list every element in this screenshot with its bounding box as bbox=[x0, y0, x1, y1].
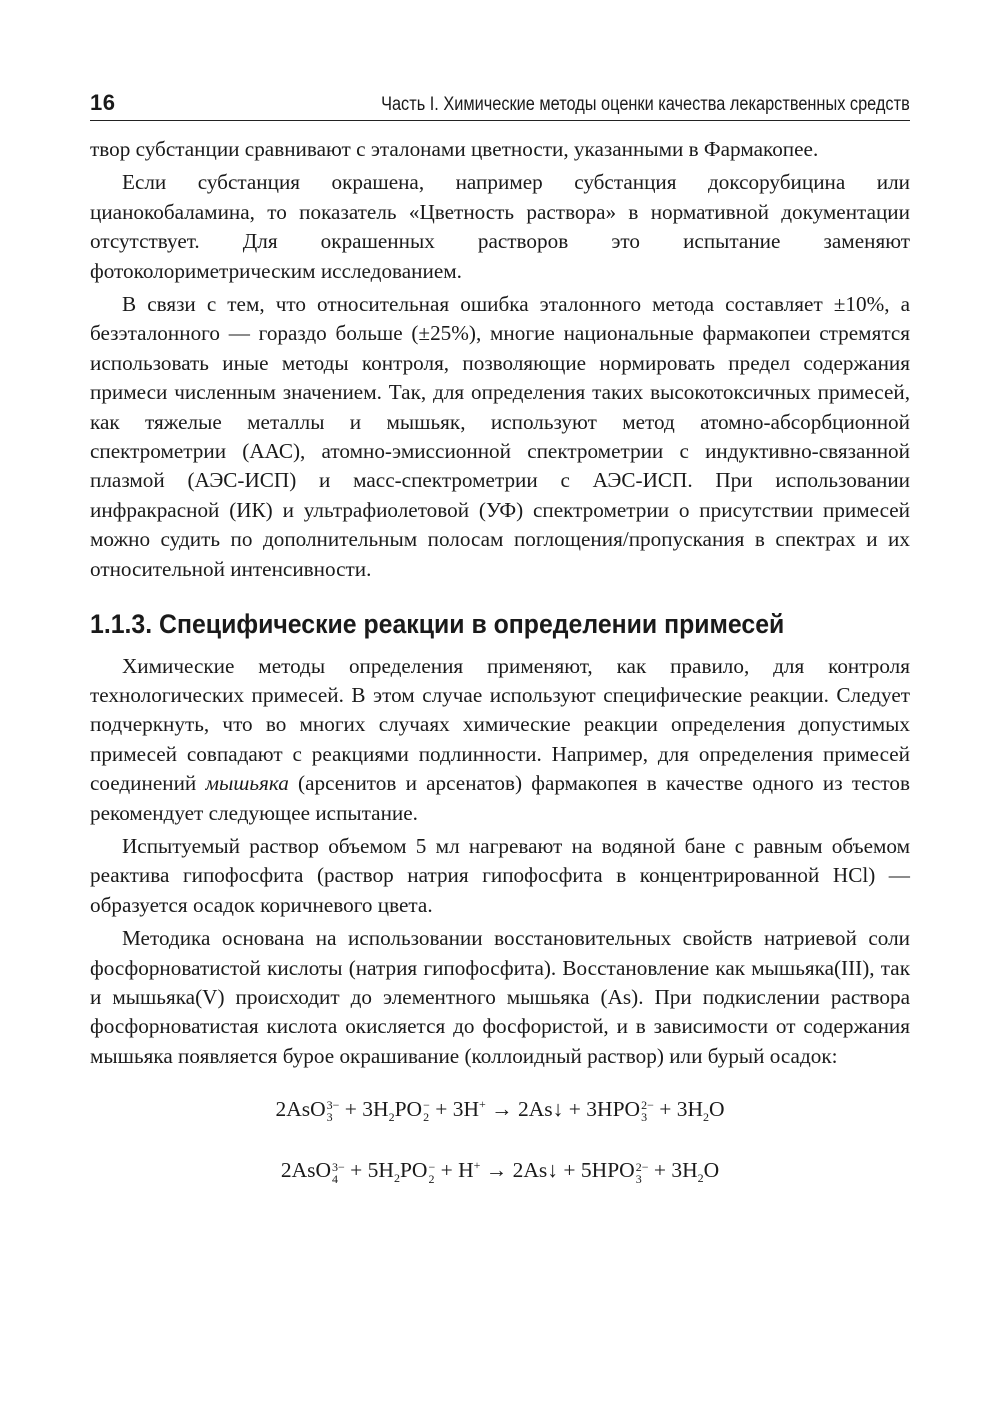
eq-term: O bbox=[709, 1097, 725, 1122]
paragraph: Если субстанция окрашена, например субстанция доксорубицина или цианокобаламина, то показатель «Цветность раствора» в нормативной документации отсутствует. Для окрашенных растворов это испытание заменяют фотоколориметрическим исследованием. bbox=[90, 170, 910, 283]
eq-term: O bbox=[703, 1158, 720, 1183]
eq-sub: 2 bbox=[393, 1171, 400, 1186]
eq-supsub bbox=[332, 1161, 345, 1185]
eq-sup: + bbox=[479, 1097, 486, 1112]
paragraph bbox=[90, 652, 910, 828]
eq-term: + H bbox=[435, 1158, 474, 1183]
eq-sub: 4 bbox=[332, 1171, 339, 1186]
section-heading: 1.1.3. Специфические реакции в определении примесей bbox=[90, 609, 785, 640]
eq-term: PO bbox=[399, 1158, 428, 1183]
paragraph: Методика основана на использовании восстановительных свойств натриевой соли фосфорноватистой кислоты (натрия гипофосфита). Восстановление как мышьяка(III), так и мышьяка(V) происходит до элементного мышьяка (As). При подкислении раствора фосфорноватистая кислота окисляется до фосфористой, и в зависимости от содержания мышьяка появляется бурое окрашивание (коллоидный раствор) или бурый осадок: bbox=[90, 926, 910, 1068]
eq-term: → 2As↓ + 5HPO bbox=[480, 1158, 635, 1183]
page-number: 16 bbox=[90, 90, 116, 115]
paragraph-text: Химические методы определения применяют, как правило, для контроля технологических примесей. В этом случае используют специфические реакции. Следует подчеркнуть, что во многих случаях химические реакции определения допустимых примесей совпадают с реакциями подлинности. Например, для определения примесей соединений bbox=[90, 653, 910, 796]
eq-sub: 2 bbox=[703, 1110, 709, 1125]
eq-term: + 3H bbox=[648, 1158, 698, 1183]
eq-supsub bbox=[327, 1099, 340, 1123]
eq-supsub bbox=[423, 1099, 430, 1123]
eq-supsub bbox=[636, 1161, 649, 1185]
eq-term: 2AsO bbox=[280, 1158, 332, 1183]
equation-2 bbox=[90, 1146, 910, 1197]
eq-sup: + bbox=[473, 1158, 481, 1173]
eq-sup: 2− bbox=[635, 1159, 649, 1174]
paragraph-text: (арсенитов и арсенатов) фармакопея в качестве одного из тестов рекомендует следующее испытание. bbox=[90, 771, 910, 825]
eq-term: + 3H bbox=[339, 1097, 389, 1122]
eq-sub: 3 bbox=[635, 1171, 642, 1186]
eq-sup: − bbox=[423, 1098, 430, 1113]
eq-sup: 3− bbox=[332, 1159, 345, 1174]
eq-term: + 3H bbox=[429, 1097, 479, 1122]
equations bbox=[90, 1085, 910, 1197]
equation-1 bbox=[90, 1085, 910, 1136]
italic-term: мышьяка bbox=[205, 771, 289, 796]
eq-term: PO bbox=[394, 1097, 423, 1122]
body-text bbox=[90, 135, 910, 1198]
eq-term: + 3H bbox=[653, 1097, 703, 1122]
eq-sub: 3 bbox=[326, 1110, 333, 1125]
eq-sub: 2 bbox=[423, 1110, 430, 1125]
running-header bbox=[90, 82, 910, 121]
eq-term: 2AsO bbox=[275, 1097, 326, 1122]
eq-sup: 3− bbox=[326, 1098, 340, 1113]
page bbox=[90, 82, 910, 1208]
eq-term: + 5H bbox=[344, 1158, 394, 1183]
eq-term: → 2As↓ + 3HPO bbox=[485, 1097, 641, 1122]
eq-sup: − bbox=[428, 1159, 436, 1174]
eq-sub: 2 bbox=[388, 1110, 395, 1125]
paragraph: В связи с тем, что относительная ошибка эталонного метода составляет ±10%, а безэталонного — гораздо больше (±25%), многие национальные фармакопеи стремятся использовать иные методы контроля, позволяющие нормировать предел содержания примеси численным значением. Так, для определения таких высокотоксичных примесей, как тяжелые металлы и мышьяк, используют метод атомно-абсорбционной спектрометрии (ААС), атомно-эмиссионной спектрометрии с индуктивно-связанной плазмой (АЭС-ИСП) и масс-спектрометрии с АЭС-ИСП. При использовании инфракрасной (ИК) и ультрафиолетовой (УФ) спектрометрии о присутствии примесей можно судить по дополнительным полосам поглощения/пропускания в спектрах и их относительной интенсивности. bbox=[90, 292, 910, 581]
eq-supsub bbox=[641, 1099, 654, 1123]
paragraph: Испытуемый раствор объемом 5 мл нагревают на водяной бане с равным объемом реактива гипофосфита (раствор натрия гипофосфита в концентрированной HCl) — образуется осадок коричневого цвета. bbox=[90, 833, 910, 917]
eq-sup: 2− bbox=[641, 1098, 654, 1113]
eq-sub: 2 bbox=[428, 1171, 435, 1186]
running-title: Часть I. Химические методы оценки качества лекарственных средств bbox=[381, 94, 910, 115]
paragraph: твор субстанции сравнивают с эталонами цветности, указанными в Фармакопее. bbox=[90, 137, 819, 161]
eq-sub: 3 bbox=[641, 1110, 648, 1125]
eq-sub: 2 bbox=[697, 1171, 704, 1186]
